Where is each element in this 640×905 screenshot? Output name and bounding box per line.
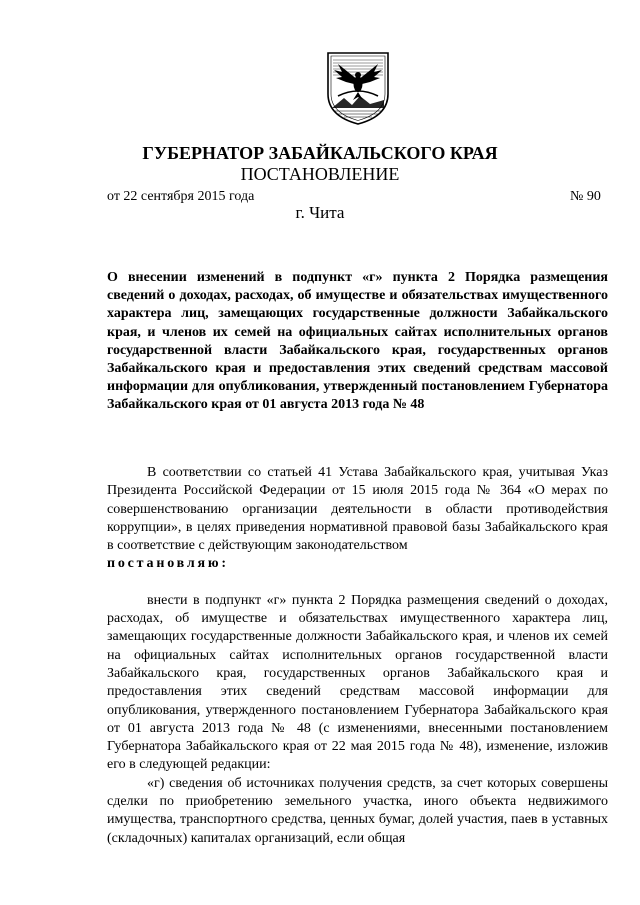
preamble-paragraph: В соответствии со статьей 41 Устава Забайкальского края, учитывая Указ Президента Российской Федерации от 15 июля 2015 года № 364 «О мерах по совершенствованию организации деятельности в области противодействия коррупции», в целях приведения нормативной правовой базы Забайкальского края в соответствие с действующим законодательством [107, 465, 608, 554]
governor-title: ГУБЕРНАТОР ЗАБАЙКАЛЬСКОГО КРАЯ [142, 143, 498, 163]
amendment-paragraph: «г) сведения об источниках получения средств, за счет которых совершены сделки по приобретению земельного участка, иного объекта недвижимого имущества, транспортного средства, ценных бумаг, долей участия, паев в уставных (складочных) капиталах организаций, если общая [107, 775, 608, 846]
document-type: ПОСТАНОВЛЕНИЕ [240, 164, 400, 184]
operative-paragraph: внести в подпункт «г» пункта 2 Порядка размещения сведений о доходах, расходах, об имуществе и обязательствах имущественного характера лиц, замещающих государственные должности Забайкальского края, и членов их семей на официальных сайтах исполнительных органов государственной власти Забайкальского края, государственных органов Забайкальского края и предоставления этих сведений средствам массовой информации для опубликования, утвержденного постановлением Губернатора Забайкальского края от 01 августа 2013 года № 48 (с изменениями, внесенными постановлением Губернатора Забайкальского края от 22 мая 2015 года № 48), изменение, изложив его в следующей редакции: [107, 592, 608, 773]
document-body [107, 464, 608, 848]
document-city: г. Чита [295, 203, 345, 222]
document-subject: О внесении изменений в подпункт «г» пункта 2 Порядка размещения сведений о доходах, расходах, об имуществе и обязательствах имущественного характера лиц, замещающих государственные должности Забайкальского края, и членов их семей на официальных сайтах исполнительных органов государственной власти Забайкальского края, государственных органов Забайкальского края и предоставления этих сведений средствам массовой информации для опубликования, утвержденный постановлением Губернатора Забайкальского края от 01 августа 2013 года № 48 [107, 270, 608, 413]
document-date: от 22 сентября 2015 года [107, 189, 255, 204]
document-number: № 90 [570, 189, 601, 204]
coat-of-arms-icon [324, 50, 392, 126]
decree-word: постановляю: [107, 556, 229, 572]
decree-line [107, 555, 608, 573]
